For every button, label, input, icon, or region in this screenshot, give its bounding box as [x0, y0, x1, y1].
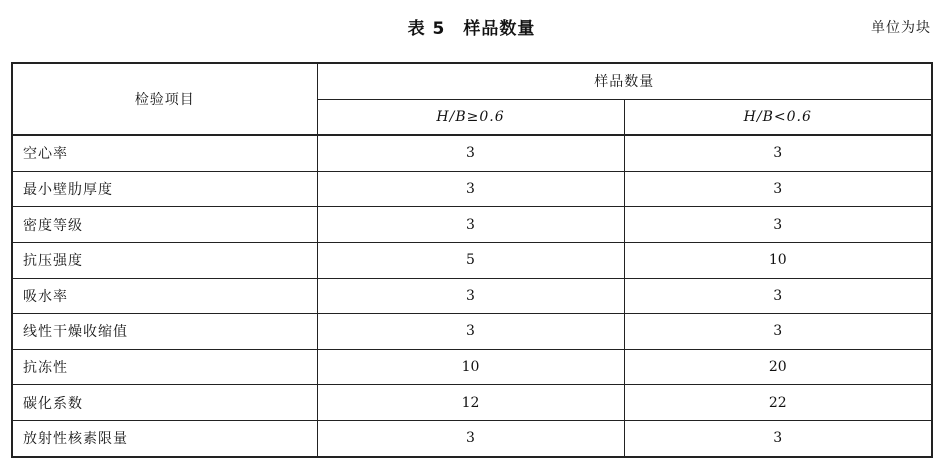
table-row: [12, 314, 932, 350]
table-row: [12, 349, 932, 385]
row-value-ge: 3: [317, 420, 624, 456]
row-value-lt: 3: [624, 314, 932, 350]
table-title: 表 5 样品数量: [407, 19, 536, 39]
row-value-ge: 5: [317, 242, 624, 278]
table-row: [12, 135, 932, 171]
header-item: 检验项目: [12, 63, 317, 135]
row-value-lt: 22: [624, 385, 932, 421]
row-value-lt: 3: [624, 278, 932, 314]
row-value-ge: 3: [317, 207, 624, 243]
row-value-lt: 3: [624, 420, 932, 456]
row-item: 空心率: [12, 135, 317, 171]
table-row: [12, 171, 932, 207]
sample-quantity-table: [11, 62, 933, 458]
row-item: 吸水率: [12, 278, 317, 314]
header-ratio-ge: H/B≥0.6: [317, 99, 624, 135]
table-row: [12, 207, 932, 243]
table-row: [12, 278, 932, 314]
header-sample-quantity: 样品数量: [317, 63, 932, 99]
row-value-ge: 3: [317, 278, 624, 314]
row-item: 抗压强度: [12, 242, 317, 278]
row-value-ge: 3: [317, 135, 624, 171]
row-item: 线性干燥收缩值: [12, 314, 317, 350]
unit-note: 单位为块: [871, 20, 931, 36]
row-item: 最小壁肋厚度: [12, 171, 317, 207]
table-row: [12, 385, 932, 421]
table-row: [12, 242, 932, 278]
row-value-ge: 10: [317, 349, 624, 385]
row-value-lt: 20: [624, 349, 932, 385]
row-item: 碳化系数: [12, 385, 317, 421]
row-value-lt: 10: [624, 242, 932, 278]
row-value-ge: 3: [317, 171, 624, 207]
row-item: 放射性核素限量: [12, 420, 317, 456]
row-item: 抗冻性: [12, 349, 317, 385]
row-value-ge: 12: [317, 385, 624, 421]
row-item: 密度等级: [12, 207, 317, 243]
header-ratio-lt: H/B<0.6: [624, 99, 932, 135]
row-value-ge: 3: [317, 314, 624, 350]
row-value-lt: 3: [624, 207, 932, 243]
row-value-lt: 3: [624, 135, 932, 171]
row-value-lt: 3: [624, 171, 932, 207]
table-row: [12, 420, 932, 456]
